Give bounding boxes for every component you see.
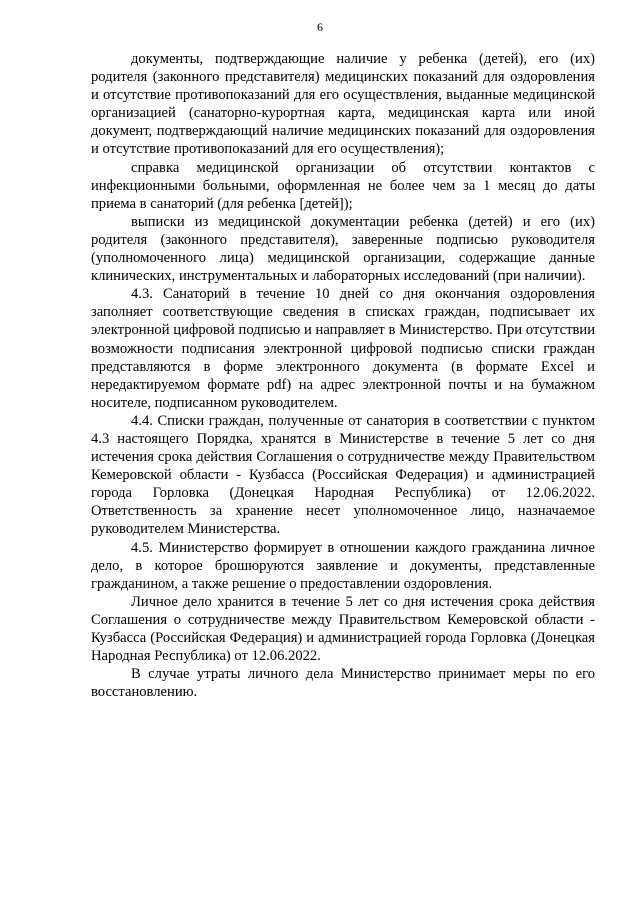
paragraph-medical-documents: документы, подтверждающие наличие у ребенка (детей), его (их) родителя (законного представителя) медицинских показаний для оздоровления и отсутствие противопоказаний для его осуществления, выданные медицинской организацией (санаторно-курортная карта, медицинская карта или иной документ, подтверждающий наличие медицинских показаний для оздоровления и отсутствие противопоказаний для его осуществления); (91, 51, 595, 158)
paragraph-medical-extracts: выписки из медицинской документации ребенка (детей) и его (их) родителя (законного представителя), заверенные подписью руководителя (уполномоченного лица) медицинской организации, содержащие данные клинических, инструментальных и лабораторных исследований (при наличии). (91, 213, 595, 285)
paragraph-4-5: 4.5. Министерство формирует в отношении каждого гражданина личное дело, в которое брошюруются заявление и документы, представленные гражданином, а также решение о предоставлении оздоровления. (91, 539, 595, 592)
paragraph-personal-file-loss: В случае утраты личного дела Министерство принимает меры по его восстановлению. (91, 666, 595, 701)
page-number: 6 (317, 20, 323, 34)
document-body (91, 50, 595, 701)
paragraph-infection-certificate: справка медицинской организации об отсутствии контактов с инфекционными больными, оформленная не более чем за 1 месяц до даты приема в санаторий (для ребенка [детей]); (91, 159, 595, 212)
paragraph-4-4: 4.4. Списки граждан, полученные от санатория в соответствии с пунктом 4.3 настоящего Порядка, хранятся в Министерстве в течение 5 лет со дня истечения срока действия Соглашения о сотрудничестве между Правительством Кемеровской области - Кузбасса (Российская Федерация) и администрацией города Горловка (Донецкая Народная Республика) от 12.06.2022. Ответственность за хранение несет уполномоченное лицо, назначаемое руководителем Министерства. (91, 412, 595, 538)
paragraph-4-3: 4.3. Санаторий в течение 10 дней со дня окончания оздоровления заполняет соответствующие сведения в списках граждан, подписывает их электронной цифровой подписью и направляет в Министерство. При отсутствии возможности подписания электронной цифровой подписью списки граждан представляются в форме электронного документа (в формате Excel и нередактируемом формате pdf) на адрес электронной почты и на бумажном носителе, подписанном руководителем. (91, 286, 595, 411)
paragraph-personal-file-storage: Личное дело хранится в течение 5 лет со дня истечения срока действия Соглашения о сотрудничестве между Правительством Кемеровской области - Кузбасса (Российская Федерация) и администрацией города Горловка (Донецкая Народная Республика) от 12.06.2022. (91, 593, 595, 665)
